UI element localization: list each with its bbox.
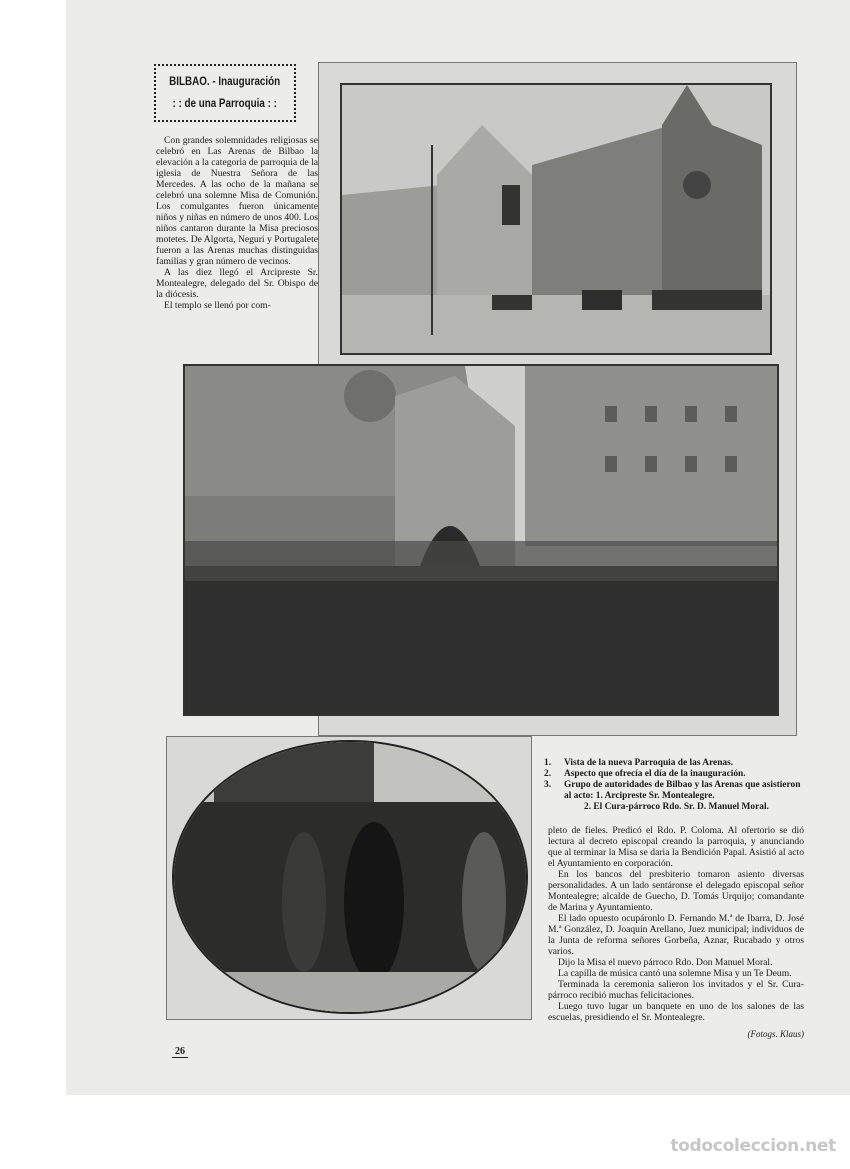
paragraph: La capilla de música cantó una solemne Misa y un Te Deum. [558,968,792,979]
photo-church-view [340,83,772,355]
caption-item: 2. Aspecto que ofrecía el día de la inauguración. [544,769,746,779]
photo-authorities-group [172,740,528,1014]
photo-inauguration-crowd [183,364,779,716]
page-number: 26 [172,1046,188,1058]
paragraph: Con grandes solemnidades religiosas se celebró en Las Arenas de Bilbao la elevación a la categoria de parroquia de la iglesia de Nuestra Señora de las Mercedes. A las ocho de la mañana se celebró una solemne Misa de Comunión. Los comulgantes fueron únicamente niños y niñas en número de unos 400. Los niños cantaron durante la Misa preciosos motetes. De Algorta, Neguri y Portugalete fueron a las Arenas muchas distinguidas familias y gran número de vecinos. [156,135,318,267]
paragraph: A las diez llegó el Arcipreste Sr. Montealegre, delegado del Sr. Obispo de la diócesis. [156,267,318,300]
caption-item: 3. Grupo de autoridades de Bilbao y las Arenas que asistieron al acto: 1. Arcipreste Sr. Montealegre. [544,780,801,801]
right-text-column [548,825,804,1040]
paragraph: Luego tuvo lugar un banquete en uno de los salones de las escuelas, presidiendo el Sr. Montealegre. [548,1001,804,1023]
photo-caption-list [544,758,806,813]
article-title-line1: BILBAO. - Inauguración [169,74,281,88]
paragraph: En los bancos del presbiterio tomaron asiento diversas personalidades. A un lado sentáronse el delegado episcopal señor Montealegre; alcalde de Guecho, D. Tomás Urquijo; comandante de Marina y Ayuntamiento. [548,869,804,913]
paragraph: Dijo la Misa el nuevo párroco Rdo. Don Manuel Moral. [558,957,773,968]
paragraph: pleto de fieles. Predicó el Rdo. P. Coloma. Al ofertorio se dió lectura al decreto episcopal creando la parroquia, y anunciando que al terminar la Misa se daria la Bendición Papal. Asistió al acto el Ayuntamiento en corporación. [548,825,804,869]
caption-subitem: 2. El Cura-párroco Rdo. Sr. D. Manuel Moral. [584,802,769,812]
article-title-box [154,64,296,122]
article-title-line2: : : de una Parroquia : : [172,96,278,110]
caption-and-text-block [534,740,806,1040]
paragraph: El templo se llenó por com- [164,300,271,311]
left-text-column [156,135,318,311]
paragraph: El lado opuesto ocupáronlo D. Fernando M.ª de Ibarra, D. José M.ª González, D. Joaquín Arellano, Juez municipal; individuos de la Junta de reforma señores Gorbeña, Aznar, Rucabado y otros varios. [548,913,804,957]
photo-credit: (Fotogs. Klaus) [747,1029,804,1039]
watermark-text: todocoleccion.net [670,1136,836,1156]
caption-item: 1. Vista de la nueva Parroquia de las Arenas. [544,758,734,768]
paragraph: Terminada la ceremonia salieron los invitados y el Sr. Cura-párroco recibió muchas felicitaciones. [548,979,804,1001]
